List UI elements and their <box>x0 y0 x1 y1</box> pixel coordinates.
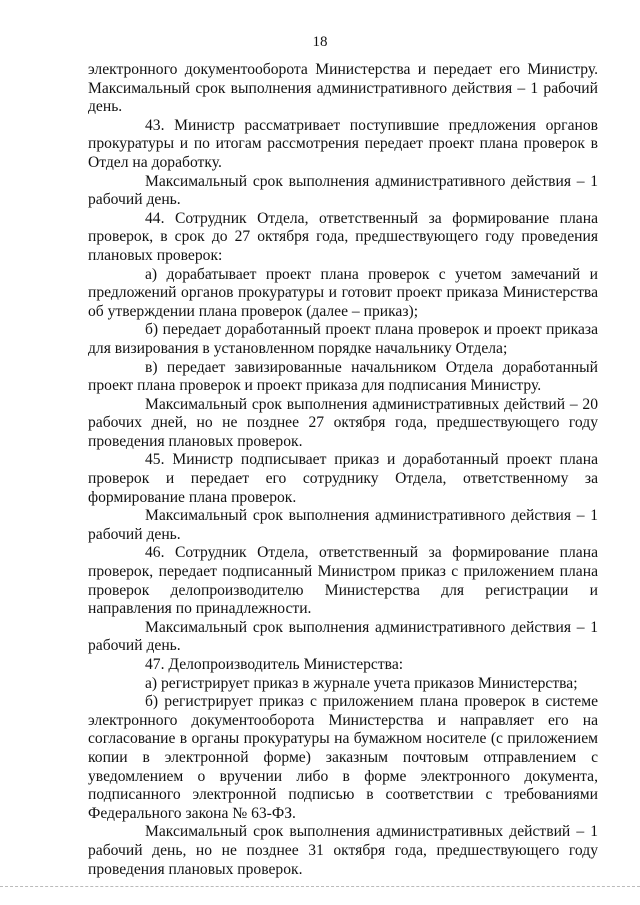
paragraph-deadline: Максимальный срок выполнения административных действий – 20 рабочих дней, но не позднее 27 октября года, предшествующего году проведения плановых проверок. <box>88 395 598 450</box>
paragraph-44b: б) передает доработанный проект плана проверок и проект приказа для визирования в установленном порядке начальнику Отдела; <box>88 321 598 357</box>
paragraph-deadline: Максимальный срок выполнения административного действия – 1 рабочий день. <box>88 172 598 209</box>
paragraph-43: 43. Министр рассматривает поступившие предложения органов прокуратуры и по итогам рассмотрения передает проект плана проверок в Отдел на доработку. <box>88 116 598 171</box>
paragraph-47a: а) регистрирует приказ в журнале учета приказов Министерства; <box>145 674 578 692</box>
paragraph-45: 45. Министр подписывает приказ и доработанный проект плана проверок и передает его сотруднику Отдела, ответственному за формирование плана проверок. <box>88 451 598 506</box>
paragraph-deadline: Максимальный срок выполнения административных действий – 1 рабочий день, но не позднее 31 октября года, предшествующего году проведения плановых проверок. <box>88 823 598 878</box>
page-number: 18 <box>312 34 328 50</box>
paragraph-47b: б) регистрирует приказ с приложением плана проверок в системе электронного документооборота Министерства и направляет его на согласование в органы прокуратуры на бумажном носителе (с приложением копии в электронной форме) заказным почтовым отправлением с уведомлением о вручении либо в форме электронного документа, подписанного электронной подписью в соответствии с требованиями Федерального закона № 63-ФЗ. <box>88 693 598 822</box>
page-bottom-rule <box>0 886 640 887</box>
paragraph-deadline: Максимальный срок выполнения административного действия – 1 рабочий день. <box>88 618 598 655</box>
paragraph-44: 44. Сотрудник Отдела, ответственный за формирование плана проверок, в срок до 27 октября года, предшествующего году проведения плановых проверок: <box>88 209 598 264</box>
paragraph-44c: в) передает завизированные начальником Отдела доработанный проект плана проверок и проект приказа для подписания Министру. <box>88 358 598 395</box>
paragraph-44a: а) дорабатывает проект плана проверок с учетом замечаний и предложений органов прокуратуры и готовит проект приказа Министерства об утверждении плана проверок (далее – приказ); <box>88 265 598 320</box>
paragraph-46: 46. Сотрудник Отдела, ответственный за формирование плана проверок, передает подписанный Министром приказ с приложением плана проверок делопроизводителю Министерства для регистрации и направления по принадлежности. <box>88 544 598 618</box>
paragraph-47: 47. Делопроизводитель Министерства: <box>145 656 404 673</box>
document-body <box>88 61 598 879</box>
paragraph-1: электронного документооборота Министерства и передает его Министру. Максимальный срок выполнения административного действия – 1 рабочий день. <box>88 61 598 116</box>
paragraph-deadline: Максимальный срок выполнения административного действия – 1 рабочий день. <box>88 507 598 543</box>
